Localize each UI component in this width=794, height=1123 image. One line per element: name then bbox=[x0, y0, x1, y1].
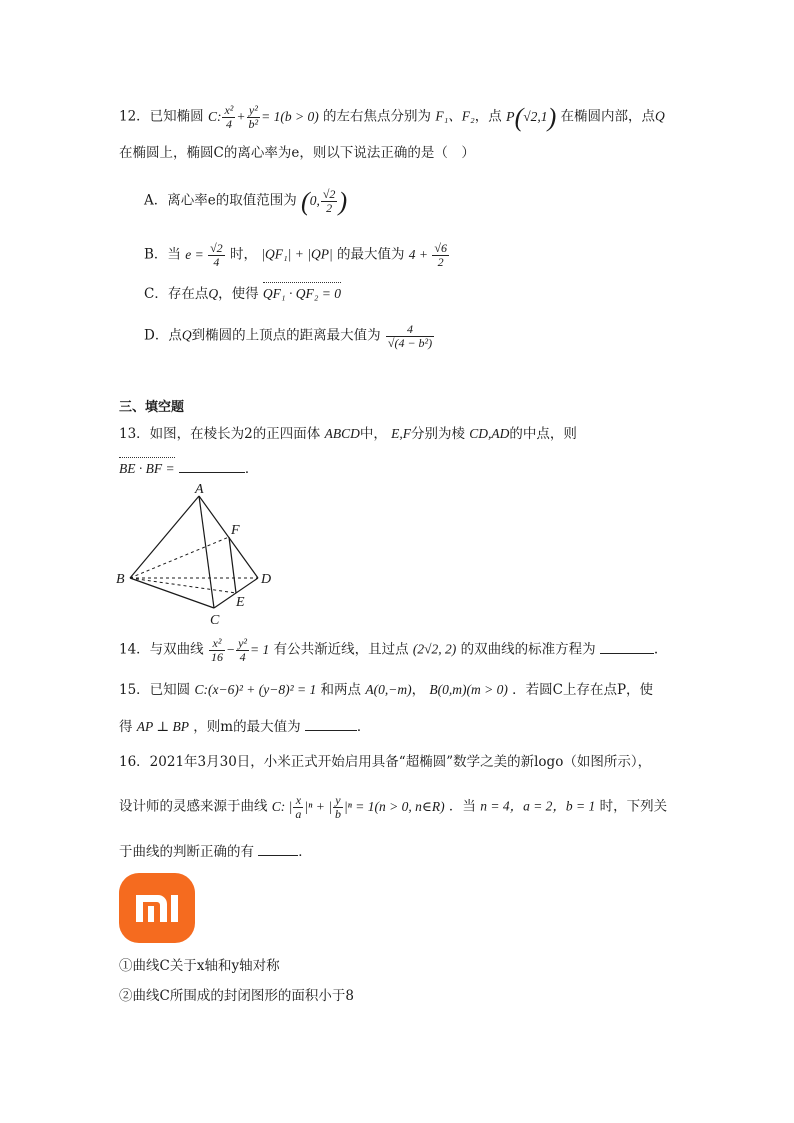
tetrahedron-label: ABCD bbox=[324, 426, 360, 441]
q12-option-c bbox=[144, 284, 341, 304]
edge-ab bbox=[130, 496, 199, 578]
q16-item-1: ①曲线C关于x轴和y轴对称 bbox=[119, 958, 280, 974]
q15-text-d: 得 bbox=[119, 719, 133, 735]
ellipse-equation: C: $\frac{\text{x²}}{4}$ + $\frac{\text{y²}}{\text{b²}}$ = 1(b > 0) bbox=[207, 103, 319, 131]
option-d-text-a: D．点 bbox=[144, 327, 182, 344]
q13-text-d: 的中点，则 bbox=[509, 426, 577, 442]
q15-circle-equation: C:(x−6)² + (y−8)² = 1 bbox=[194, 682, 317, 697]
q15-period: ． bbox=[356, 719, 371, 735]
option-a-text: A．离心率e的取值范围为 bbox=[144, 192, 297, 209]
vertex-label-a: A bbox=[195, 482, 204, 497]
point-p: P(√2,1) bbox=[506, 102, 557, 132]
q15-text-e: ，则m的最大值为 bbox=[193, 719, 301, 735]
q16-line2 bbox=[119, 794, 667, 821]
vertex-label-e: E bbox=[236, 595, 245, 610]
option-b-text-b: 时， bbox=[229, 246, 257, 263]
q15-text-a: 15．已知圆 bbox=[119, 682, 191, 698]
q12-option-d bbox=[144, 323, 435, 350]
q16-curve-equation: C: | $\frac{x}{a}$ |ⁿ + | $\frac{y}{b}$ |ⁿ = 1(n > 0, n∈R) bbox=[271, 793, 445, 821]
q13-text-a: 13．如图，在棱长为2的正四面体 bbox=[119, 426, 321, 442]
q13-period: ． bbox=[244, 461, 259, 477]
vertex-label-b: B bbox=[116, 572, 125, 587]
edges-label: CD,AD bbox=[469, 426, 510, 441]
q12-option-a bbox=[144, 188, 347, 215]
q13-line2 bbox=[119, 458, 258, 479]
q14-text-b: 有公共渐近线，且过点 bbox=[273, 641, 409, 658]
q12-text-b: 的左右焦点分别为 bbox=[323, 108, 432, 125]
q16-answer-blank[interactable] bbox=[258, 841, 298, 856]
option-b-text-c: 的最大值为 bbox=[336, 246, 405, 263]
q15-answer-blank[interactable] bbox=[305, 716, 357, 731]
q14-text-a: 14．与双曲线 bbox=[119, 641, 204, 658]
q16-text-d: 于曲线的判断正确的有 bbox=[119, 844, 254, 860]
q12-text-c: ，点 bbox=[474, 108, 502, 125]
option-d-q: Q bbox=[181, 327, 192, 343]
segment-be bbox=[130, 578, 236, 593]
option-d-value: $\frac{4}{\text{√(4 − b²)}}$ bbox=[387, 322, 433, 350]
section-heading-fill-in: 三、填空题 bbox=[119, 400, 185, 415]
option-d-text-b: 到椭圆的上顶点的距离最大值为 bbox=[191, 327, 381, 344]
q16-line1: 16．2021年3月30日，小米正式开始启用具备“超椭圆”数学之美的新logo（如图所示）， bbox=[119, 754, 652, 770]
vertex-label-f: F bbox=[231, 523, 240, 538]
q14-line bbox=[119, 637, 658, 664]
q13-answer-blank[interactable] bbox=[179, 458, 245, 473]
q16-item-2: ②曲线C所围成的封闭图形的面积小于8 bbox=[119, 988, 354, 1004]
q14-text-c: 的双曲线的标准方程为 bbox=[460, 641, 596, 658]
option-b-text-a: B．当 bbox=[144, 246, 181, 263]
xiaomi-logo bbox=[119, 873, 195, 943]
q13-expression: BE · BF = bbox=[119, 459, 175, 479]
q15-point-a: A(0,−m) bbox=[365, 682, 412, 697]
option-b-value: 4 + $\frac{√6}{2}$ bbox=[408, 241, 447, 269]
point-q: Q bbox=[655, 108, 665, 124]
q15-separator: ， bbox=[411, 682, 426, 698]
q15-text-b: 和两点 bbox=[320, 682, 362, 698]
q14-period: . bbox=[653, 641, 659, 658]
q14-answer-blank[interactable] bbox=[600, 639, 654, 654]
q15-point-b: B(0,m)(m > 0) bbox=[429, 682, 508, 697]
q16-conditions: n = 4，a = 2，b = 1 bbox=[480, 798, 596, 814]
vertex-label-d: D bbox=[261, 572, 272, 587]
q15-line1 bbox=[119, 680, 653, 700]
option-c-text-a: C．存在点 bbox=[144, 286, 209, 302]
xiaomi-mi-mark bbox=[119, 873, 195, 943]
q16-text-b: ．当 bbox=[448, 798, 476, 815]
option-b-expression: |QF₁| + |QP| bbox=[261, 246, 333, 262]
q16-period: ． bbox=[298, 844, 312, 860]
segment-bf bbox=[130, 537, 229, 578]
foci-label: F₁、F₂ bbox=[435, 108, 475, 124]
points-ef: E,F bbox=[391, 426, 411, 441]
q13-text-c: 分别为棱 bbox=[411, 426, 465, 442]
vertex-label-c: C bbox=[210, 613, 220, 626]
q14-point: (2√2, 2) bbox=[412, 641, 457, 657]
option-a-range: (0, $\frac{√2}{2}$ ) bbox=[301, 186, 348, 216]
q13-line1 bbox=[119, 424, 577, 444]
option-b-condition: e = $\frac{√2}{4}$ bbox=[185, 241, 223, 269]
q12-prefix: 12．已知椭圆 bbox=[119, 108, 204, 125]
q12-line2: 在椭圆上，椭圆C的离心率为e，则以下说法正确的是（ ） bbox=[119, 145, 475, 161]
q16-line3 bbox=[119, 841, 312, 862]
edge-bc bbox=[130, 578, 214, 608]
q14-hyperbola: $\frac{\text{x²}}{16}$ − $\frac{\text{y²}}{4}$ = 1 bbox=[210, 636, 270, 664]
q13-text-b: 中， bbox=[359, 426, 387, 442]
q16-text-a: 设计师的灵感来源于曲线 bbox=[119, 798, 268, 815]
q15-line2 bbox=[119, 716, 370, 737]
option-c-q: Q bbox=[208, 286, 219, 301]
option-c-expression: QF₁ · QF₂ = 0 bbox=[263, 284, 341, 304]
q12-line1 bbox=[119, 104, 665, 131]
q12-option-b bbox=[144, 242, 450, 269]
q12-text-d: 在椭圆内部，点 bbox=[560, 108, 656, 125]
option-c-text-b: ，使得 bbox=[218, 286, 259, 302]
q15-text-c: ．若圆C上存在点P，使 bbox=[512, 682, 654, 698]
q15-perpendicular: AP ⊥ BP bbox=[136, 719, 189, 734]
tetrahedron-figure bbox=[112, 478, 282, 626]
q16-text-c: 时，下列关 bbox=[599, 798, 668, 815]
